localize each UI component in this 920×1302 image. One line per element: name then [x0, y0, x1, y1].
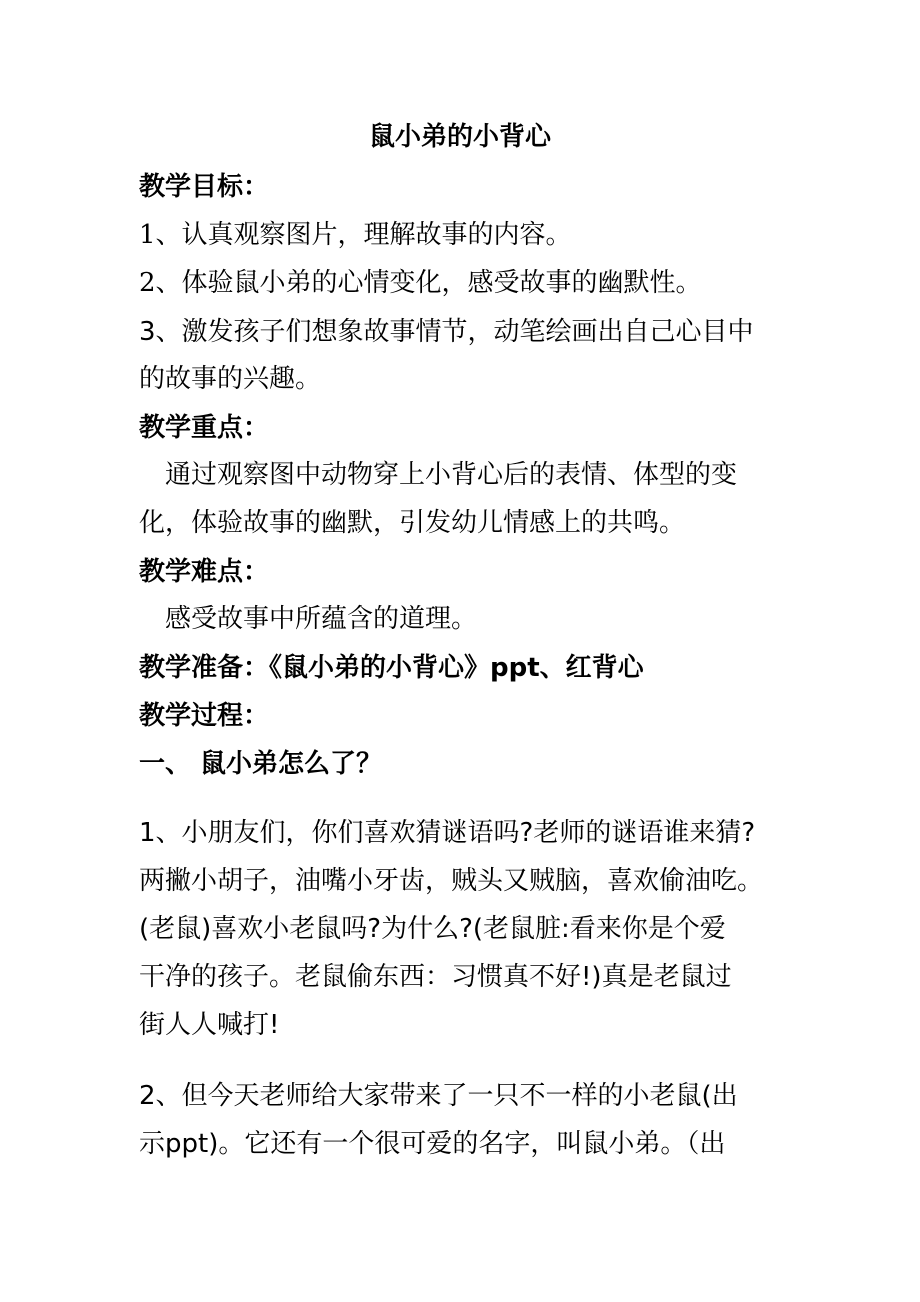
paragraph-1-line-2: 两撇小胡子，油嘴小牙齿，贼头又贼脑，喜欢偷油吃。 [139, 866, 764, 896]
key-points-line-2: 化，体验故事的幽默，引发幼儿情感上的共鸣。 [139, 508, 686, 538]
difficulty-heading: 教学难点： [139, 557, 270, 587]
goal-1: 1、认真观察图片，理解故事的内容。 [139, 220, 572, 250]
goals-heading: 教学目标： [139, 172, 270, 202]
paragraph-2-line-2: 示ppt)。它还有一个很可爱的名字，叫鼠小弟。（出 [139, 1129, 726, 1159]
difficulty-line-1: 感受故事中所蕴含的道理。 [165, 604, 478, 634]
paragraph-1-line-5: 街人人喊打! [139, 1010, 280, 1040]
goal-2: 2、体验鼠小弟的心情变化，感受故事的幽默性。 [139, 268, 702, 298]
document-title: 鼠小弟的小背心 [368, 122, 551, 152]
section-1-heading: 一、 鼠小弟怎么了？ [139, 749, 383, 779]
key-points-heading: 教学重点： [139, 413, 270, 443]
key-points-line-1: 通过观察图中动物穿上小背心后的表情、体型的变 [165, 460, 738, 490]
paragraph-2-line-1: 2、但今天老师给大家带来了一只不一样的小老鼠(出 [139, 1081, 738, 1111]
paragraph-1-line-3: (老鼠)喜欢小老鼠吗?为什么?(老鼠脏:看来你是个爱 [139, 914, 726, 944]
paragraph-1-line-4: 干净的孩子。老鼠偷东西：习惯真不好!)真是老鼠过 [139, 962, 732, 992]
preparation-line [139, 653, 644, 683]
paragraph-1-line-1: 1、小朋友们，你们喜欢猜谜语吗?老师的谜语谁来猜? [139, 818, 756, 848]
goal-3-line-2: 的故事的兴趣。 [139, 364, 322, 394]
goal-3-line-1: 3、激发孩子们想象故事情节，动笔绘画出自己心目中 [139, 317, 754, 347]
preparation-text: 教学准备：《鼠小弟的小背心》ppt、红背心 [139, 653, 644, 683]
process-heading: 教学过程： [139, 701, 270, 731]
